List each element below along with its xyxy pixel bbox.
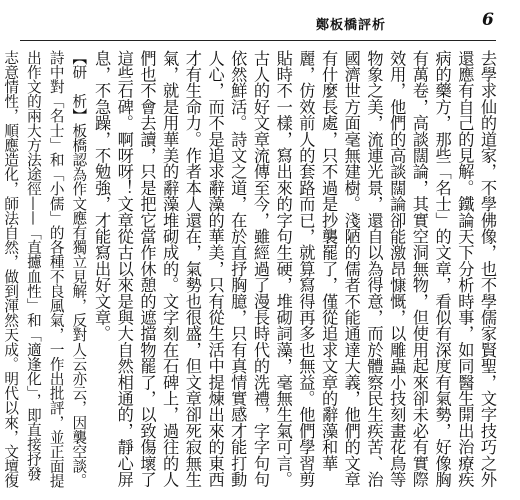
running-title: 鄭板橋評析 — [316, 18, 387, 33]
vertical-text-body — [2, 50, 498, 492]
header-rule — [20, 40, 496, 41]
analysis-paragraph: 【研 析】板橋認為作文應有獨立見解，反對人云亦云，因襲空談。詩中對「名士」和「小儒」的各種不良風氣，一作出批評，並正面提出作文的兩大方法途徑——「直攄血性」和「適逢化」，即直接抒發志意情性，順應造化，師法自然，做到渾然天成。明代以來，文壇復 — [2, 50, 88, 488]
page-header — [0, 0, 520, 44]
main-paragraph: 去學求仙的道家，不學佛像，也不學儒家賢聖，文字技巧之外還應有自己的見解。鐵論天下分析時事，如同醫生開出治療疾病的藥方，那些「名士」的文章，看似有深度有氣勢，好像胸有萬卷，高談闊論，其實空洞無物，但使用起來卻未必有實際效用，他們的高談闊論卻能激昂慷慨，以雕蟲小技刻畫花鳥等物象之美，流連光景，還自以為得意，而於體察民生疾苦、治國濟世方面毫無建樹。淺陋的儒者不能通達大義，他們的文章有什麼長處，只不過是抄襲罷了，僅從追求文章的辭藻和華麗，仿效前人的套路而已，就算寫得再多也無益。他們學習剪貼時不一樣，寫出來的字句生硬，堆砌詞藻，毫無生氣可言。古人的好文章流傳至今，雖經過了漫長時代的洗禮，字字句句依然鮮活。詩文之道，在於直抒胸臆，只有真情實感才能打動人心，而不是追求辭藻的華美，只有從生活中提煉出來的東西才有生命力。作者本人還在，氣勢也很盛，但文章卻死寂無生氣，就是用華美的辭藻堆砌成的。文字刻在石碑上，過往的人們也不會去讀，只是把它當作休憩的遮擋物罷了，以致傷壞了這些石碑。啊呀呀！文章從古以來是與大自然相通的，靜心屏息，不急躁，不勉強，才能寫出好文章。 — [92, 50, 497, 488]
page-number: 6 — [482, 10, 494, 30]
